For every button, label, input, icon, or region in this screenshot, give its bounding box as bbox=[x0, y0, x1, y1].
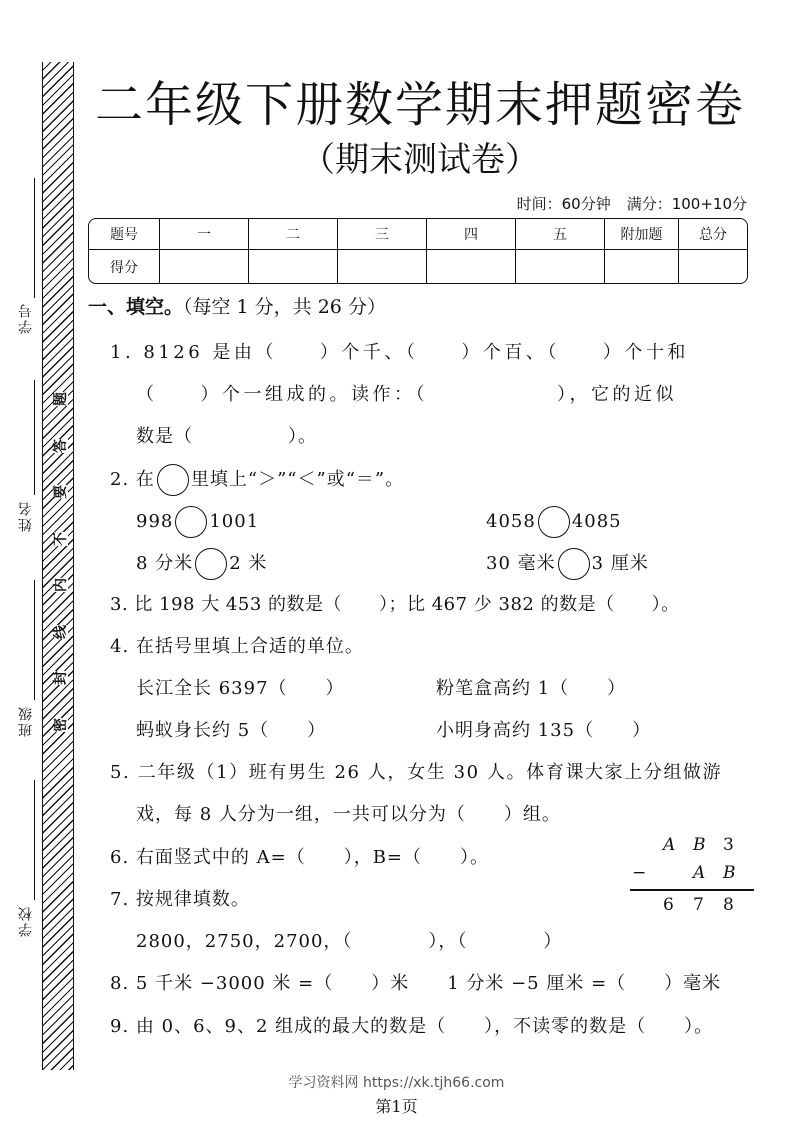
exam-time: 时间：60分钟 bbox=[516, 195, 611, 213]
exam-full-score: 满分：100+10分 bbox=[626, 195, 747, 213]
page-title: 二年级下册数学期末押题密卷 bbox=[94, 77, 745, 133]
compare-right: 3 厘米 bbox=[591, 553, 649, 574]
question-2 bbox=[110, 464, 404, 496]
compare-answer-circle[interactable] bbox=[175, 506, 207, 538]
question-5-line-1: 5. 二年级（1）班有男生 26 人，女生 30 人。体育课大家上分组做游 bbox=[110, 762, 723, 783]
question-4-item: 蚂蚁身长约 5（ ） bbox=[136, 720, 327, 741]
school-label: 学校 bbox=[18, 905, 34, 937]
seal-line-notice bbox=[52, 392, 70, 732]
compare-right: 4085 bbox=[571, 511, 622, 532]
calc-digit: B bbox=[693, 835, 706, 855]
compare-left: 4058 bbox=[486, 511, 536, 532]
exam-meta bbox=[517, 193, 747, 214]
compare-circle-icon bbox=[157, 464, 189, 496]
table-cell: 得分 bbox=[89, 250, 160, 283]
name-line[interactable] bbox=[34, 380, 35, 495]
question-2-prefix: 2. 在 bbox=[110, 469, 155, 490]
table-cell: 四 bbox=[427, 219, 516, 250]
table-cell: 五 bbox=[516, 219, 605, 250]
question-3: 3. 比 198 大 453 的数是（ ）；比 467 少 382 的数是（ ）。 bbox=[110, 594, 680, 615]
class-label: 班级 bbox=[18, 705, 34, 737]
question-7-sequence: 2800，2750，2700，（ ），（ ） bbox=[136, 931, 563, 952]
question-5-line-2: 戏，每 8 人分为一组，一共可以分为（ ）组。 bbox=[136, 804, 561, 825]
page-subtitle: （期末测试卷） bbox=[301, 140, 539, 180]
score-input-cell[interactable] bbox=[338, 250, 427, 283]
calc-row-minuend bbox=[630, 835, 754, 863]
question-9: 9. 由 0、6、9、2 组成的最大的数是（ ），不读零的数是（ ）。 bbox=[110, 1016, 714, 1037]
compare-right: 2 米 bbox=[229, 553, 268, 574]
calc-digit: A bbox=[663, 835, 676, 855]
question-7: 7. 按规律填数。 bbox=[110, 889, 250, 910]
score-input-cell[interactable] bbox=[605, 250, 679, 283]
seal-char: 内 bbox=[53, 578, 69, 593]
name-label: 姓名 bbox=[18, 500, 34, 532]
score-table-score-row bbox=[89, 250, 747, 283]
compare-left: 30 毫米 bbox=[486, 553, 556, 574]
table-cell: 附加题 bbox=[605, 219, 679, 250]
section-heading bbox=[88, 292, 386, 319]
score-table bbox=[88, 218, 748, 284]
compare-answer-circle[interactable] bbox=[558, 548, 590, 580]
compare-answer-circle[interactable] bbox=[195, 548, 227, 580]
watermark-footer: 学习资料网 https://xk.tjh66.com bbox=[288, 1075, 505, 1091]
question-4-item: 粉笔盒高约 1（ ） bbox=[436, 678, 627, 699]
score-table-header-row bbox=[89, 219, 747, 250]
compare-left: 998 bbox=[136, 511, 174, 532]
question-1-line-2: （ ）个一组成的。读作：（ ），它的近似 bbox=[136, 384, 677, 405]
student-id-line[interactable] bbox=[34, 178, 35, 298]
compare-right: 1001 bbox=[209, 511, 260, 532]
compare-item bbox=[136, 548, 267, 580]
seal-char: 密 bbox=[53, 717, 69, 732]
calc-digit: A bbox=[693, 863, 706, 883]
question-4-item: 长江全长 6397（ ） bbox=[136, 678, 345, 699]
question-6: 6. 右面竖式中的 A=（ ），B=（ ）。 bbox=[110, 847, 490, 868]
seal-char: 不 bbox=[53, 531, 69, 546]
seal-char: 要 bbox=[53, 485, 69, 500]
question-4: 4. 在括号里填上合适的单位。 bbox=[110, 636, 364, 657]
score-input-cell[interactable] bbox=[160, 250, 249, 283]
table-cell: 总分 bbox=[679, 219, 747, 250]
seal-char: 封 bbox=[53, 671, 69, 686]
question-4-item: 小明身高约 135（ ） bbox=[436, 720, 652, 741]
calc-digit: 6 bbox=[663, 895, 674, 915]
table-cell: 三 bbox=[338, 219, 427, 250]
calc-divider bbox=[630, 889, 754, 891]
compare-item bbox=[486, 506, 622, 538]
question-1-line-1: 1. 8126 是由（ ）个千、（ ）个百、（ ）个十和 bbox=[110, 342, 689, 363]
table-cell: 二 bbox=[249, 219, 338, 250]
student-id-label: 学号 bbox=[18, 302, 34, 334]
question-2-text: 里填上“＞”“＜”或“＝”。 bbox=[190, 469, 405, 490]
calc-digit: 3 bbox=[723, 835, 734, 855]
compare-answer-circle[interactable] bbox=[538, 506, 570, 538]
minus-sign: − bbox=[632, 863, 647, 883]
question-1-line-3: 数是（ ）。 bbox=[136, 426, 317, 447]
class-line[interactable] bbox=[34, 580, 35, 700]
seal-char: 答 bbox=[53, 438, 69, 453]
calc-row-result bbox=[630, 895, 754, 923]
section-title: 一、填空。 bbox=[88, 296, 184, 318]
school-line[interactable] bbox=[34, 780, 35, 900]
score-input-cell[interactable] bbox=[427, 250, 516, 283]
compare-item bbox=[136, 506, 259, 538]
score-input-cell[interactable] bbox=[249, 250, 338, 283]
table-cell: 题号 bbox=[89, 219, 160, 250]
table-cell: 一 bbox=[160, 219, 249, 250]
seal-char: 题 bbox=[53, 392, 69, 406]
page-number: 第1页 bbox=[375, 1097, 418, 1116]
vertical-subtraction bbox=[630, 835, 754, 923]
calc-digit: 8 bbox=[723, 895, 734, 915]
seal-char: 线 bbox=[53, 624, 69, 639]
score-input-cell[interactable] bbox=[516, 250, 605, 283]
section-note: （每空 1 分，共 26 分） bbox=[183, 296, 386, 318]
calc-row-subtrahend bbox=[630, 863, 754, 891]
compare-left: 8 分米 bbox=[136, 553, 194, 574]
calc-digit: B bbox=[723, 863, 736, 883]
score-input-cell[interactable] bbox=[679, 250, 747, 283]
compare-item bbox=[486, 548, 649, 580]
calc-digit: 7 bbox=[693, 895, 704, 915]
question-8: 8. 5 千米 −3000 米 =（ ）米 1 分米 −5 厘米 =（ ）毫米 bbox=[110, 973, 722, 994]
